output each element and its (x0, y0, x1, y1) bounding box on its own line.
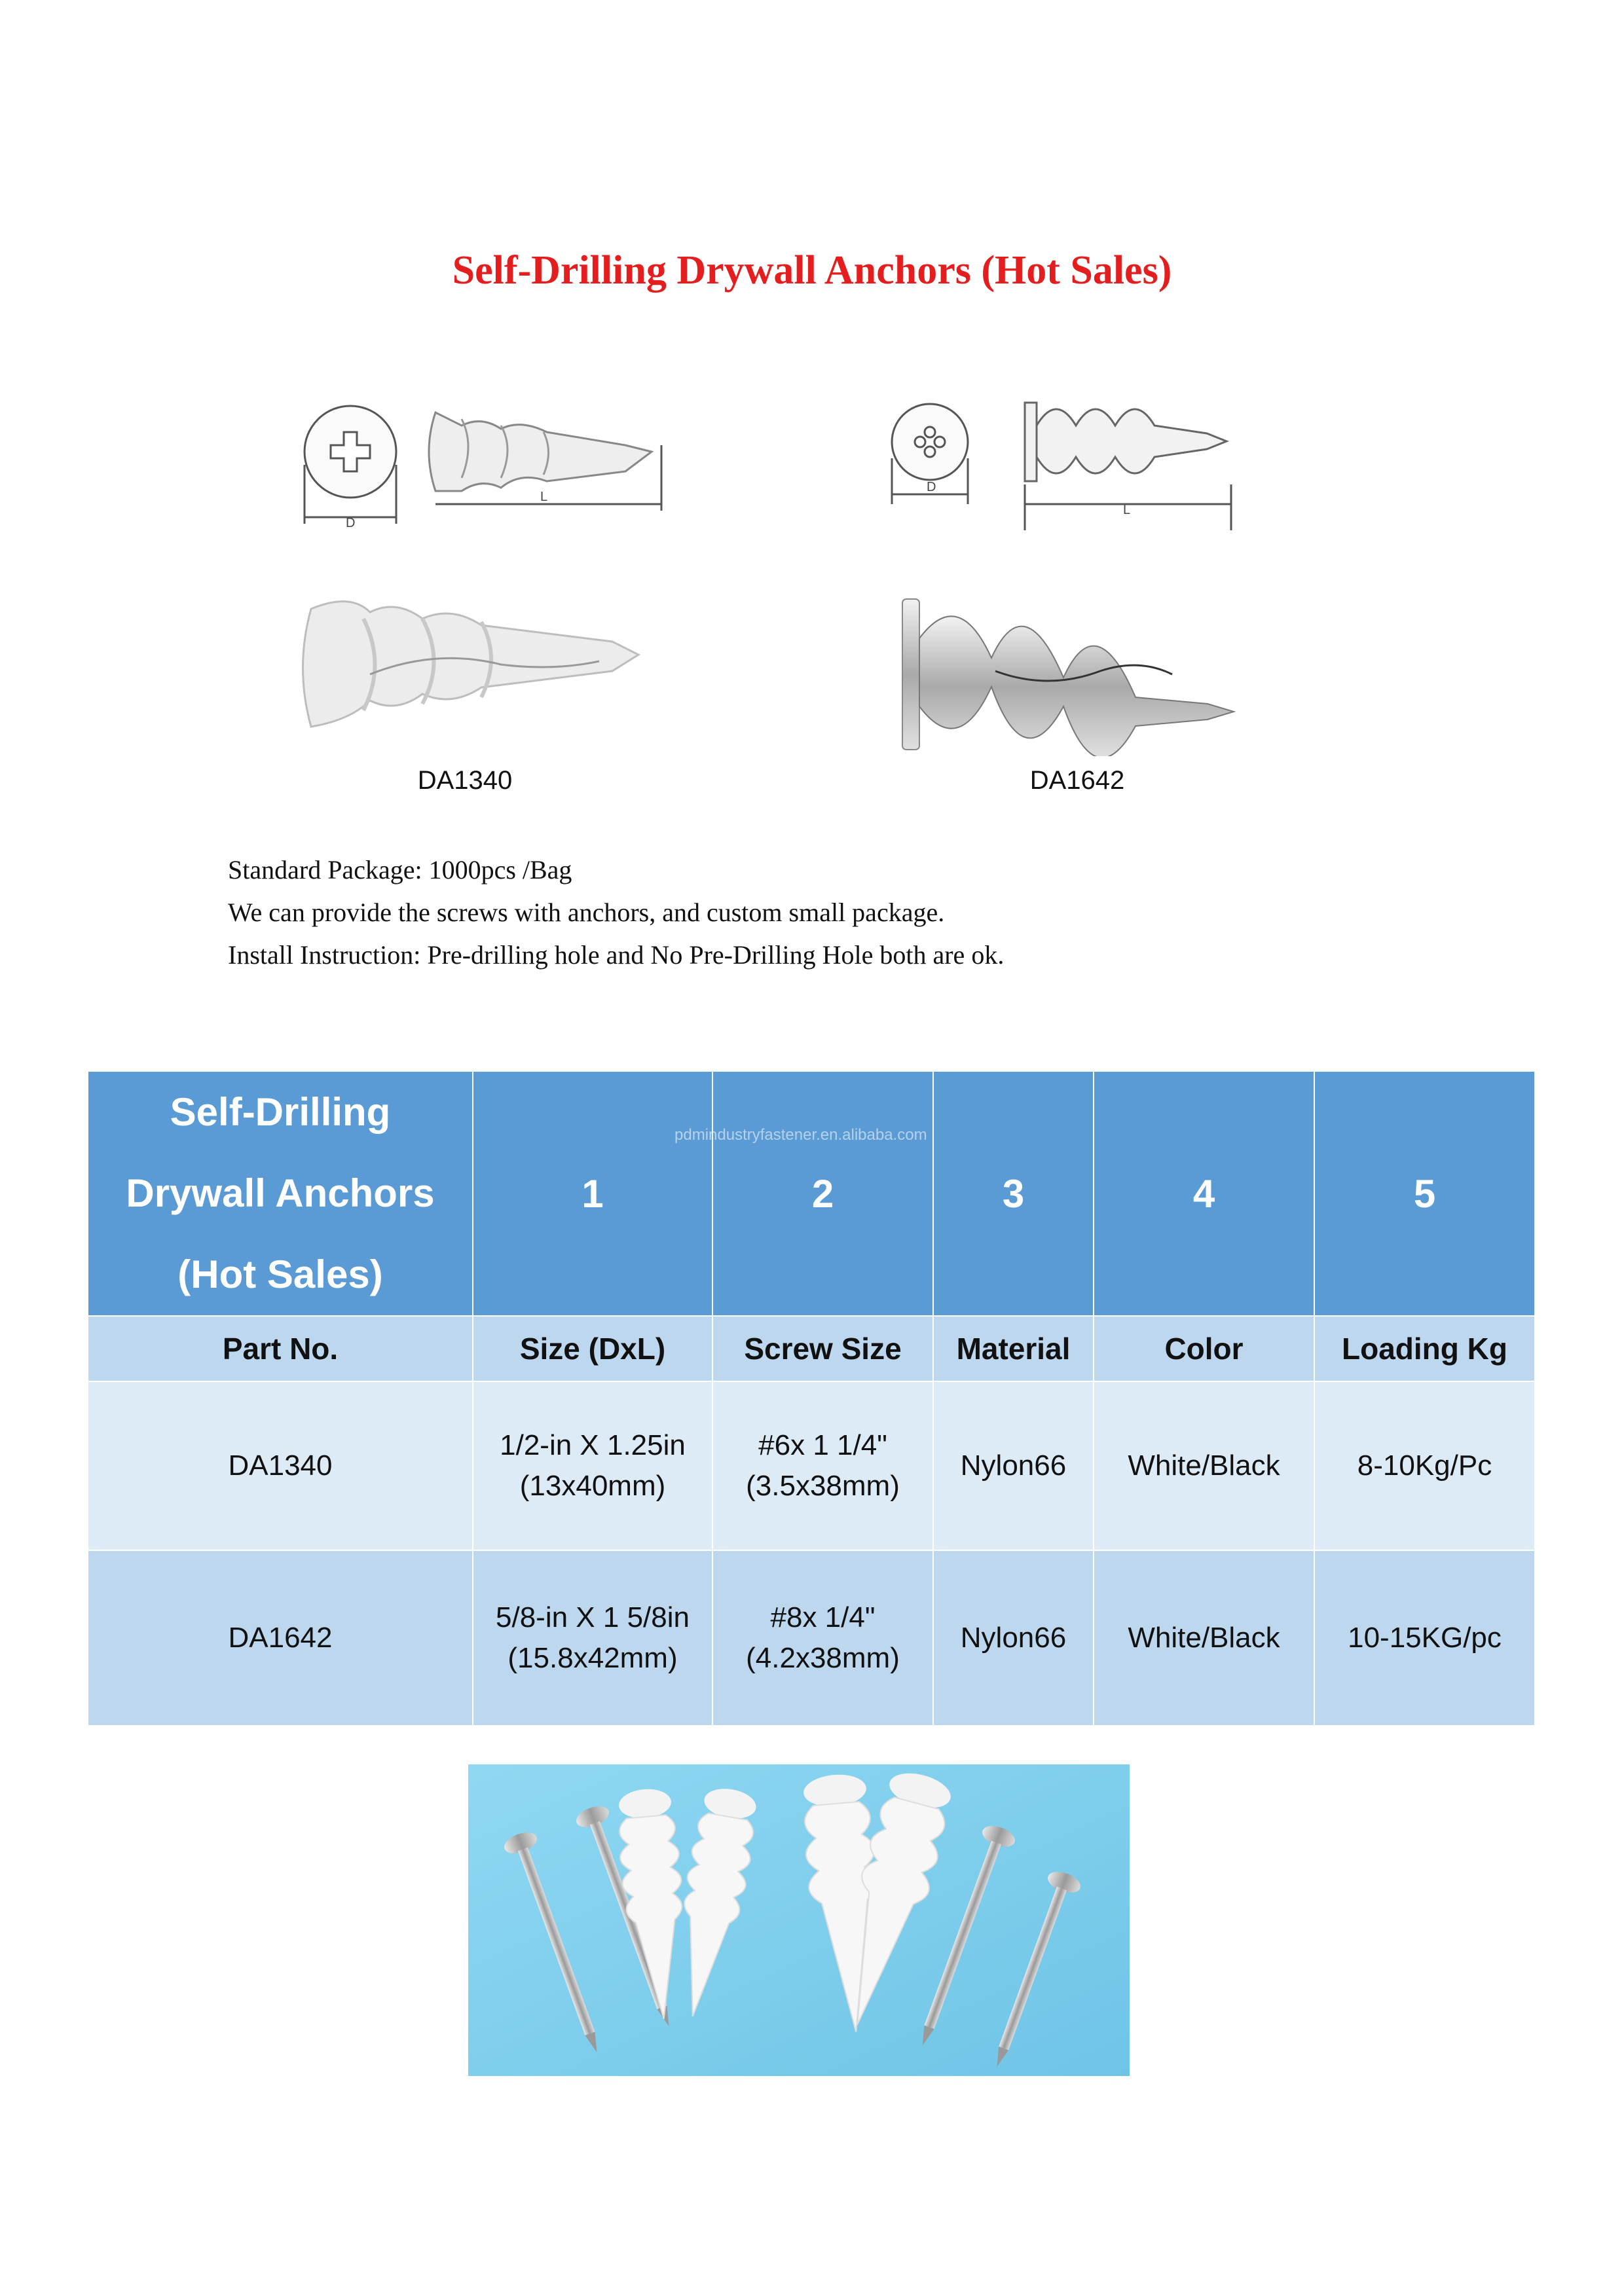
column-header: Loading Kg (1314, 1316, 1535, 1381)
table-title-row (88, 1071, 1535, 1316)
cell-size (473, 1550, 712, 1726)
cell-material: Nylon66 (933, 1550, 1094, 1726)
note-screws: We can provide the screws with anchors, and custom small package. (228, 898, 945, 927)
cell-size (473, 1381, 712, 1550)
column-number: 2 (712, 1071, 933, 1316)
cell-size-line: 5/8-in X 1 5/8in (496, 1601, 690, 1633)
column-header: Part No. (88, 1316, 473, 1381)
table-row (88, 1550, 1535, 1726)
cell-screw-line: (3.5x38mm) (746, 1470, 900, 1502)
cell-loading: 10-15KG/pc (1314, 1550, 1535, 1726)
cell-color: White/Black (1094, 1381, 1314, 1550)
da1642-image (897, 592, 1290, 756)
dim-d-label: D (346, 516, 356, 530)
column-header: Screw Size (712, 1316, 933, 1381)
cell-material: Nylon66 (933, 1381, 1094, 1550)
cell-part-no: DA1340 (88, 1381, 473, 1550)
cell-screw (712, 1550, 933, 1726)
dim-l-label: L (540, 490, 548, 504)
watermark: pdmindustryfastener.en.alibaba.com (674, 1126, 927, 1144)
column-header: Material (933, 1316, 1094, 1381)
note-package: Standard Package: 1000pcs /Bag (228, 855, 572, 884)
dim-l-label-2: L (1123, 503, 1131, 517)
product-photo (468, 1764, 1130, 2076)
cell-color: White/Black (1094, 1550, 1314, 1726)
product-label-da1340: DA1340 (417, 766, 513, 795)
page-title: Self-Drilling Drywall Anchors (Hot Sales) (452, 248, 1172, 293)
column-header: Color (1094, 1316, 1314, 1381)
column-number: 5 (1314, 1071, 1535, 1316)
note-install: Install Instruction: Pre-drilling hole and No Pre-Drilling Hole both are ok. (228, 940, 1005, 970)
dim-d-label-2: D (927, 480, 936, 494)
da1642-drawing (884, 386, 1251, 543)
da1340-image (298, 583, 704, 753)
column-number: 1 (473, 1071, 712, 1316)
cell-screw-line: #6x 1 1/4" (758, 1429, 887, 1461)
package-notes (228, 848, 1004, 976)
table-row (88, 1381, 1535, 1550)
cell-part-no: DA1642 (88, 1550, 473, 1726)
cell-loading: 8-10Kg/Pc (1314, 1381, 1535, 1550)
spec-table (87, 1070, 1536, 1726)
cell-screw-line: (4.2x38mm) (746, 1642, 900, 1674)
table-title-line: Drywall Anchors (126, 1171, 435, 1215)
da1340-head-view (304, 406, 396, 524)
table-header-row (88, 1316, 1535, 1381)
cell-size-line: 1/2-in X 1.25in (500, 1429, 686, 1461)
da1340-drawing (288, 393, 707, 543)
cell-screw (712, 1381, 933, 1550)
column-header: Size (DxL) (473, 1316, 712, 1381)
table-title-cell (88, 1071, 473, 1316)
cell-screw-line: #8x 1/4" (770, 1601, 876, 1633)
column-number: 3 (933, 1071, 1094, 1316)
table-title-line: (Hot Sales) (177, 1252, 383, 1296)
product-label-da1642: DA1642 (1029, 766, 1125, 795)
cell-size-line: (13x40mm) (519, 1470, 666, 1502)
cell-size-line: (15.8x42mm) (507, 1642, 678, 1674)
table-title-line: Self-Drilling (170, 1090, 391, 1134)
column-number: 4 (1094, 1071, 1314, 1316)
